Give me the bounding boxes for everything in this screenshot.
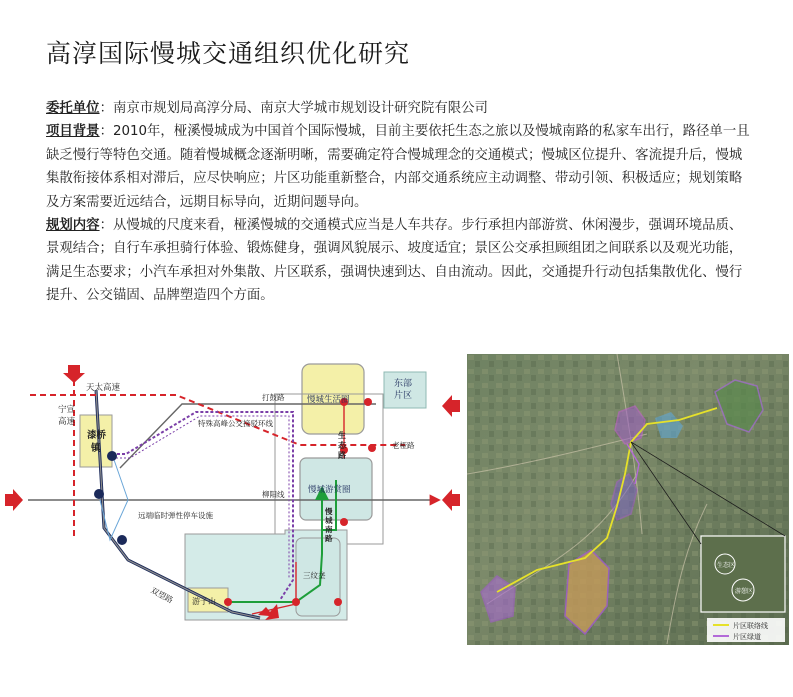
label-ningxuan-2: 高速 <box>58 417 76 427</box>
traffic-organization-diagram <box>0 350 465 650</box>
entry-arrow-top <box>63 365 85 383</box>
background-text: ：2010年，桠溪慢城成为中国首个国际慢城，目前主要依托生态之旅以及慢城南路的私家车出行，路径单一且缺乏慢行等特色交通。随着慢城概念逐渐明晰，需要确定符合慢城理念的交通模式；慢城区位提升、客流提升后，慢城集散衔接体系相对滞后，应尽快响应；片区功能重新整合，内部交通系统应主动调整、带动引领、积极适应；规划策略及方案需要近远结合，远期目标导向，近期问题导向。 <box>46 124 750 210</box>
label-teshu: 特殊高峰公交接驳环线 <box>198 419 273 428</box>
label-dongbu-1: 东部 <box>394 379 413 389</box>
label-shengtai-2: 态 <box>338 441 346 450</box>
label-tangqiao-1: 漆桥 <box>87 430 107 441</box>
label-manchengnan-4: 路 <box>325 534 333 543</box>
content-label: 规划内容 <box>46 218 100 234</box>
node-red-4 <box>368 444 376 452</box>
tangqiao-zone <box>80 415 112 467</box>
inset-label-1: 生态区 <box>717 562 736 569</box>
label-manchengnan-2: 城 <box>325 516 333 525</box>
content-text: ：从慢城的尺度来看，桠溪慢城的交通模式应当是人车共存。步行承担内部游赏、休闲漫步，强调环境品质、景观结合；自行车承担骑行体验、锻炼健身，强调风貌展示、坡度适宜；景区公交承担顾组团之间联系以及观光功能，满足生态要求；小汽车承担对外集散、片区联系，强调快速到达、自由流动。因此，交通提升行动包括集散优化、慢行提升、公交锚固、品牌塑造四个方面。 <box>46 218 743 304</box>
client-label: 委托单位 <box>46 101 100 116</box>
label-dongbu-2: 片区 <box>394 391 413 401</box>
label-life-circle: 慢城生活圈 <box>307 395 350 405</box>
background-label: 项目背景 <box>46 124 100 140</box>
node-red-2 <box>364 398 372 406</box>
label-sanjiao: 三纹垄 <box>303 571 326 580</box>
inset-label-2: 游憩区 <box>735 588 754 595</box>
label-shengtai-3: 路 <box>338 451 346 460</box>
entry-arrow-left <box>5 489 23 511</box>
node-dark-2 <box>94 489 104 499</box>
entry-arrow-right <box>442 489 460 511</box>
label-tangqiao-2: 镇 <box>91 443 101 454</box>
node-dark-1 <box>107 451 117 461</box>
node-red-7 <box>224 598 232 606</box>
label-liuyang: 柳阳线 <box>262 490 285 499</box>
entry-arrow-east <box>442 395 460 417</box>
label-laozhen: 老桠路 <box>392 441 415 450</box>
client-text: ：南京市规划局高淳分局、南京大学城市规划设计研究院有限公司 <box>99 101 488 116</box>
label-ningxuan-1: 宁宣 <box>58 405 76 415</box>
east-zone <box>384 372 426 408</box>
aerial-map <box>467 354 789 645</box>
label-dagan: 打鼓路 <box>262 393 285 402</box>
node-dark-3 <box>117 535 127 545</box>
label-yuanduan: 远端临时弹性停车设施 <box>138 511 213 520</box>
label-youzishan: 游子山 <box>192 597 216 606</box>
background-paragraph <box>46 120 754 214</box>
label-manchengnan-3: 南 <box>325 525 333 534</box>
description-block <box>46 97 754 308</box>
node-red-6 <box>292 598 300 606</box>
legend-label-2: 片区绿道 <box>733 633 761 641</box>
legend-label-1: 片区联络线 <box>733 622 768 630</box>
node-red-8 <box>334 598 342 606</box>
label-manchengnan-1: 慢 <box>325 507 333 516</box>
content-paragraph <box>46 214 754 308</box>
label-tour-circle: 慢城游赏圈 <box>308 485 351 495</box>
label-tianmu: 天太高速 <box>86 383 121 393</box>
node-red-5 <box>340 518 348 526</box>
label-shengtai-1: 生 <box>338 431 346 440</box>
client-paragraph <box>46 97 754 120</box>
page-title: 高淳国际慢城交通组织优化研究 <box>46 39 411 68</box>
label-shuangqiao: 双望路 <box>149 585 175 606</box>
